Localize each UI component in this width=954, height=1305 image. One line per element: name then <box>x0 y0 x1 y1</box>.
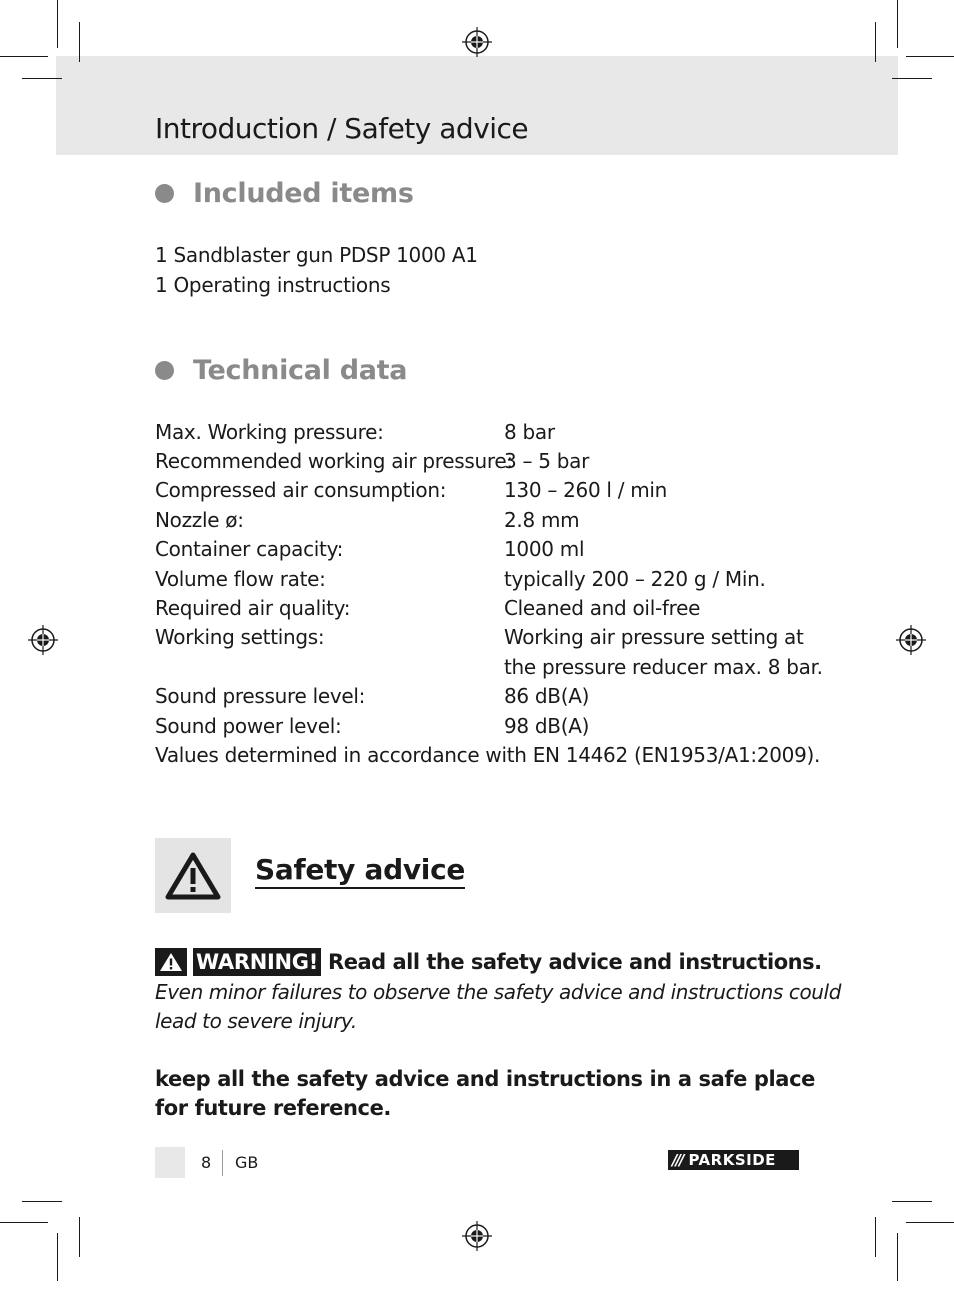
included-item: 1 Sandblaster gun PDSP 1000 A1 <box>155 243 478 267</box>
page-title: Introduction / Safety advice <box>155 112 529 145</box>
registration-mark-icon <box>462 27 492 57</box>
warning-line <box>155 947 822 977</box>
spec-value: typically 200 – 220 g / Min. <box>504 567 766 591</box>
spec-label: Nozzle ø: <box>155 508 244 532</box>
spec-value: 130 – 260 l / min <box>504 478 668 502</box>
page-number: 8 <box>201 1153 212 1172</box>
crop-mark <box>0 56 48 57</box>
safety-advice-title: Safety advice <box>255 853 465 889</box>
spec-value: 2.8 mm <box>504 508 580 532</box>
crop-mark <box>875 22 876 62</box>
spec-value: Working air pressure setting at <box>504 625 804 649</box>
spec-label: Required air quality: <box>155 596 351 620</box>
warning-triangle-icon <box>165 851 221 901</box>
spec-value: 8 bar <box>504 420 555 444</box>
crop-mark <box>906 56 954 57</box>
crop-mark <box>875 1217 876 1257</box>
language-code: GB <box>235 1153 259 1172</box>
included-items-title: Included items <box>193 178 414 209</box>
spec-value: 98 dB(A) <box>504 714 590 738</box>
crop-mark <box>0 1222 48 1223</box>
warning-detail: Even minor failures to observe the safety advice and instructions could <box>155 980 842 1004</box>
spec-label: Container capacity: <box>155 537 344 561</box>
brand-stripes: /// <box>672 1151 683 1169</box>
crop-mark <box>906 1222 954 1223</box>
crop-mark <box>57 1233 58 1281</box>
spec-label: Volume flow rate: <box>155 567 326 591</box>
spec-label: Recommended working air pressure: <box>155 449 513 473</box>
spec-value: Cleaned and oil-free <box>504 596 701 620</box>
spec-label: Max. Working pressure: <box>155 420 384 444</box>
crop-mark <box>79 1217 80 1257</box>
warning-label: WARNING! <box>193 948 321 976</box>
bullet-icon <box>155 184 174 203</box>
spec-value: 1000 ml <box>504 537 585 561</box>
crop-mark <box>897 0 898 48</box>
crop-mark <box>79 22 80 62</box>
spec-label: Sound power level: <box>155 714 342 738</box>
brand-name: PARKSIDE <box>688 1151 776 1169</box>
spec-label: Compressed air consumption: <box>155 478 447 502</box>
crop-mark <box>892 1201 932 1202</box>
technical-data-title: Technical data <box>193 355 408 386</box>
warning-text: Read all the safety advice and instructions. <box>328 950 822 974</box>
included-items-heading <box>155 178 414 209</box>
footer-divider <box>222 1150 223 1176</box>
registration-mark-icon <box>896 625 926 655</box>
brand-logo <box>668 1150 799 1170</box>
technical-data-heading <box>155 355 407 386</box>
crop-mark <box>57 0 58 48</box>
crop-mark <box>897 1233 898 1281</box>
spec-value: the pressure reducer max. 8 bar. <box>504 655 823 679</box>
keep-instructions: keep all the safety advice and instructions in a safe place <box>155 1067 815 1091</box>
spec-label: Working settings: <box>155 625 325 649</box>
spec-value: 3 – 5 bar <box>504 449 589 473</box>
footer-box <box>155 1147 185 1178</box>
bullet-icon <box>155 361 174 380</box>
safety-icon-box <box>155 838 231 913</box>
keep-instructions: for future reference. <box>155 1096 392 1120</box>
spec-label: Sound pressure level: <box>155 684 366 708</box>
registration-mark-icon <box>28 625 58 655</box>
spec-value: 86 dB(A) <box>504 684 590 708</box>
crop-mark <box>22 78 62 79</box>
warning-detail: lead to severe injury. <box>155 1009 357 1033</box>
registration-mark-icon <box>462 1221 492 1251</box>
technical-data-note: Values determined in accordance with EN 14462 (EN1953/A1:2009). <box>155 743 821 767</box>
crop-mark <box>892 78 932 79</box>
crop-mark <box>22 1201 62 1202</box>
included-item: 1 Operating instructions <box>155 273 391 297</box>
warning-triangle-icon <box>155 948 187 976</box>
